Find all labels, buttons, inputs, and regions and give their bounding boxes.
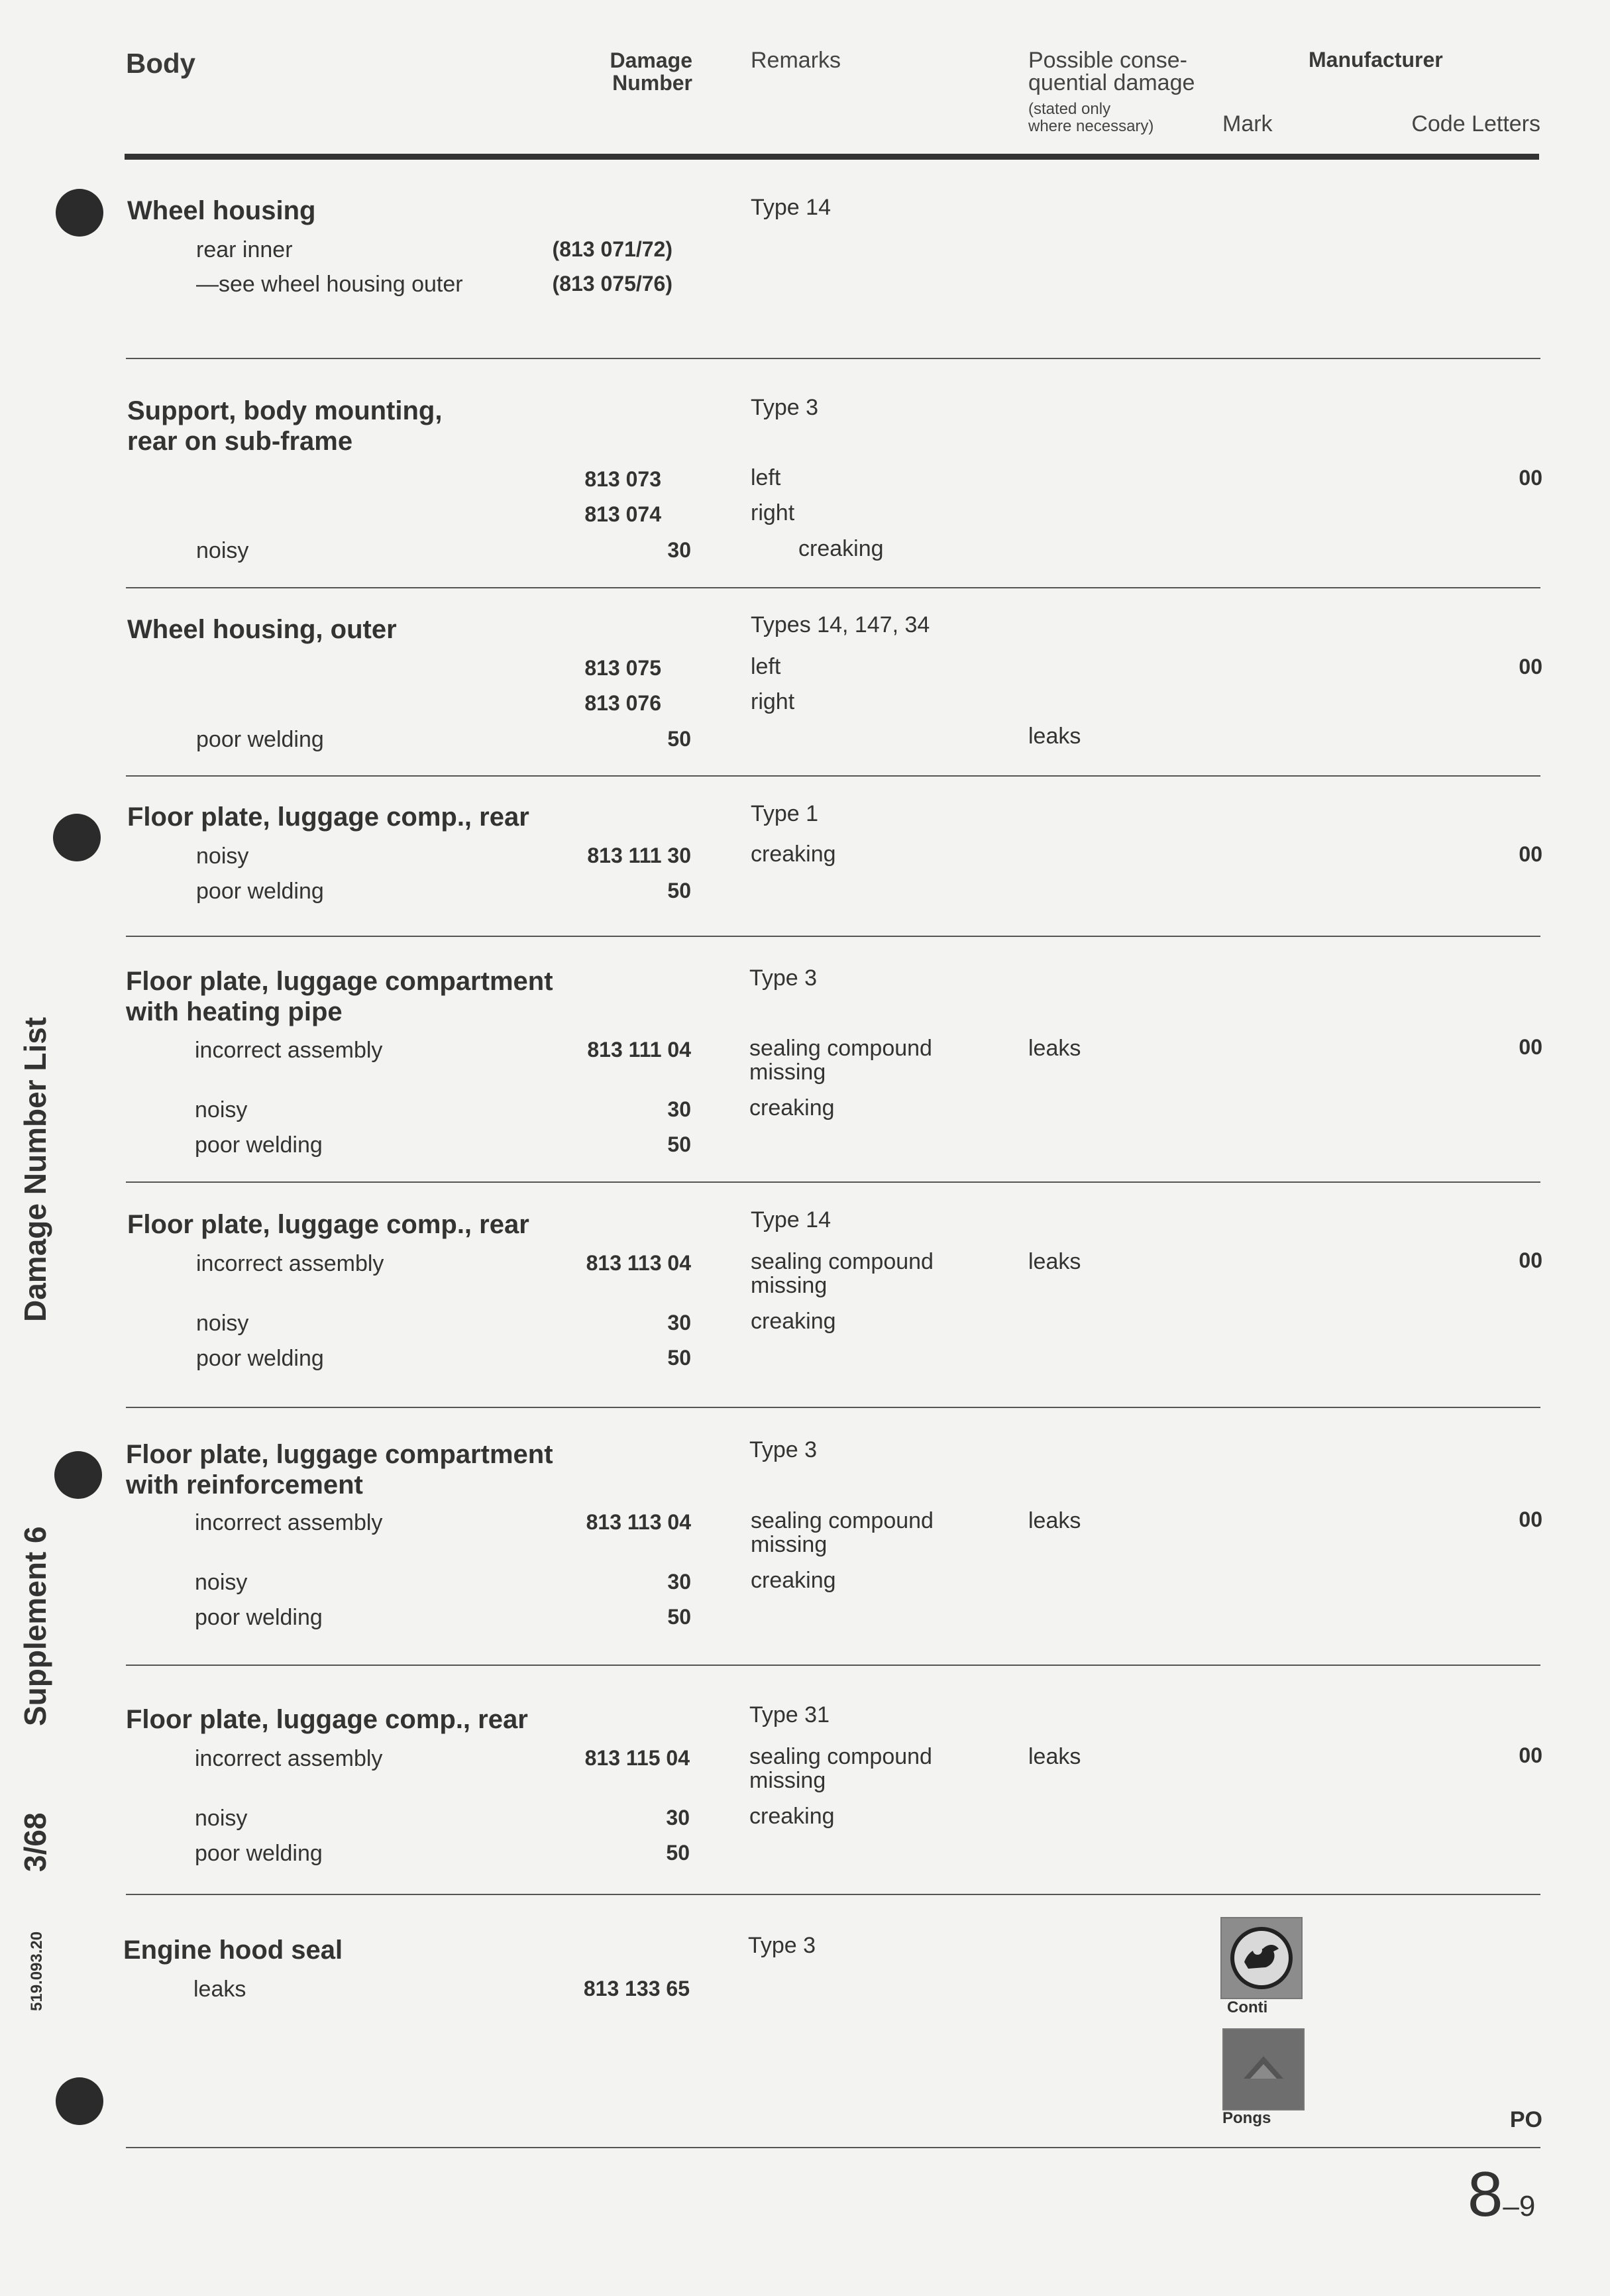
- row-item: —see wheel housing outer: [196, 272, 463, 297]
- section-divider: [126, 1181, 1540, 1183]
- header-remarks: Remarks: [751, 48, 841, 73]
- section-type: Types 14, 147, 34: [751, 612, 930, 637]
- row-item: leaks: [193, 1977, 246, 2002]
- row-remark: left: [751, 465, 781, 490]
- section-type: Type 3: [749, 965, 818, 991]
- row-item: poor welding: [196, 1346, 324, 1371]
- row-remark: sealing compound missing: [749, 1744, 932, 1793]
- pongs-logo: [1222, 2028, 1305, 2110]
- row-consequential: leaks: [1028, 724, 1081, 749]
- row-item: noisy: [195, 1806, 248, 1831]
- section-divider: [126, 936, 1540, 937]
- row-damage-number: 813 075: [584, 656, 661, 680]
- conti-label: Conti: [1227, 1998, 1268, 2016]
- code-letters: 00: [1519, 466, 1542, 490]
- row-damage-number: 30: [667, 1311, 691, 1335]
- pongs-label: Pongs: [1222, 2109, 1271, 2127]
- code-letters: 00: [1519, 1035, 1542, 1059]
- section-title: Support, body mounting, rear on sub-frame: [127, 396, 443, 456]
- row-damage-number: 30: [667, 1097, 691, 1121]
- row-damage-number: 813 111 04: [587, 1038, 691, 1062]
- row-damage-number: 30: [666, 1806, 690, 1830]
- row-item: noisy: [196, 1311, 249, 1336]
- section-divider: [126, 775, 1540, 777]
- row-consequential: leaks: [1028, 1036, 1081, 1061]
- section-title: Floor plate, luggage compartment with reinforcement: [126, 1440, 553, 1500]
- row-remark: creaking: [798, 536, 884, 561]
- row-remark: creaking: [751, 1568, 836, 1593]
- section-divider: [126, 1894, 1540, 1895]
- section-type: Type 3: [751, 395, 819, 420]
- row-consequential: leaks: [1028, 1249, 1081, 1274]
- section-title: Wheel housing, outer: [127, 615, 397, 644]
- row-damage-number: 813 073: [584, 467, 661, 491]
- row-item: incorrect assembly: [196, 1251, 384, 1276]
- row-item: poor welding: [195, 1605, 323, 1630]
- row-remark: creaking: [751, 842, 836, 867]
- row-item: poor welding: [195, 1841, 323, 1866]
- row-item: noisy: [196, 844, 249, 869]
- sidebar-form-number: 519.093.20: [28, 1931, 46, 2011]
- row-damage-number: 813 074: [584, 502, 661, 526]
- row-damage-number: 813 113 04: [586, 1251, 691, 1275]
- row-remark: sealing compound missing: [751, 1249, 934, 1298]
- row-remark: right: [751, 689, 795, 714]
- code-letters: 00: [1519, 842, 1542, 866]
- sidebar-supplement: Supplement 6: [18, 1526, 52, 1726]
- row-item: poor welding: [196, 727, 324, 752]
- code-letters: 00: [1519, 1507, 1542, 1531]
- row-item: rear inner: [196, 237, 293, 262]
- section-type: Type 14: [751, 1207, 831, 1232]
- row-damage-number: 50: [667, 1605, 691, 1629]
- row-damage-number: 813 115 04: [584, 1746, 690, 1770]
- row-remark: sealing compound missing: [749, 1036, 932, 1085]
- row-damage-number: 813 076: [584, 691, 661, 715]
- section-title: Floor plate, luggage comp., rear: [127, 802, 529, 832]
- row-damage-number: 30: [667, 1570, 691, 1594]
- row-damage-number: 50: [666, 1841, 690, 1865]
- section-type: Type 3: [749, 1437, 818, 1462]
- pongs-emblem-icon: [1224, 2030, 1303, 2109]
- row-remark: left: [751, 654, 781, 679]
- header-code-letters: Code Letters: [1411, 111, 1540, 137]
- row-damage-number: 813 111 30: [587, 844, 691, 867]
- row-damage-number: 30: [667, 538, 691, 562]
- page-number: 8–9: [1468, 2159, 1536, 2230]
- row-damage-number: 50: [667, 727, 691, 751]
- row-consequential: leaks: [1028, 1744, 1081, 1769]
- section-divider: [126, 2147, 1540, 2148]
- sidebar-list-title: Damage Number List: [18, 1016, 52, 1322]
- section-type: Type 31: [749, 1702, 830, 1727]
- section-divider: [126, 1407, 1540, 1408]
- row-remark: creaking: [749, 1804, 835, 1829]
- sidebar-date: 3/68: [18, 1812, 52, 1872]
- row-remark: sealing compound missing: [751, 1508, 934, 1557]
- row-damage-number: (813 075/76): [552, 272, 672, 296]
- punch-hole: [53, 814, 101, 861]
- section-divider: [126, 1665, 1540, 1666]
- row-item: incorrect assembly: [195, 1746, 383, 1771]
- row-item: incorrect assembly: [195, 1038, 383, 1063]
- code-letters: 00: [1519, 1743, 1542, 1767]
- section-type: Type 1: [751, 801, 819, 826]
- conti-logo: [1220, 1917, 1303, 1999]
- section-title: Floor plate, luggage compartment with heating pipe: [126, 967, 553, 1026]
- code-letters: 00: [1519, 655, 1542, 679]
- row-remark: creaking: [749, 1095, 835, 1121]
- conti-horse-icon: [1222, 1918, 1301, 1998]
- header-rule: [125, 154, 1539, 160]
- section-title: Floor plate, luggage comp., rear: [127, 1210, 529, 1239]
- header-body: Body: [126, 48, 195, 79]
- row-damage-number: 50: [667, 1132, 691, 1156]
- row-damage-number: 813 113 04: [586, 1510, 691, 1534]
- header-stated-only: (stated only where necessary): [1028, 100, 1154, 135]
- section-divider: [126, 587, 1540, 588]
- row-item: noisy: [195, 1570, 248, 1595]
- row-remark: right: [751, 500, 795, 525]
- row-item: noisy: [195, 1097, 248, 1122]
- code-letters: PO: [1509, 2107, 1542, 2132]
- row-item: poor welding: [196, 879, 324, 904]
- code-letters: 00: [1519, 1248, 1542, 1272]
- row-item: noisy: [196, 538, 249, 563]
- row-damage-number: 813 133 65: [583, 1977, 690, 2000]
- row-item: poor welding: [195, 1132, 323, 1158]
- row-consequential: leaks: [1028, 1508, 1081, 1533]
- section-title: Engine hood seal: [123, 1936, 343, 1965]
- row-remark: creaking: [751, 1309, 836, 1334]
- row-damage-number: 50: [667, 1346, 691, 1370]
- row-damage-number: 50: [667, 879, 691, 902]
- header-manufacturer: Manufacturer: [1309, 48, 1443, 72]
- row-damage-number: (813 071/72): [552, 237, 672, 261]
- section-title: Floor plate, luggage comp., rear: [126, 1705, 528, 1734]
- punch-hole: [56, 189, 103, 237]
- section-title: Wheel housing: [127, 196, 316, 225]
- row-item: incorrect assembly: [195, 1510, 383, 1535]
- header-consequential: Possible conse- quential damage: [1028, 48, 1195, 95]
- section-type: Type 14: [751, 195, 831, 220]
- punch-hole: [54, 1451, 102, 1499]
- section-type: Type 3: [748, 1933, 816, 1958]
- header-mark: Mark: [1222, 111, 1273, 137]
- punch-hole: [56, 2077, 103, 2125]
- header-damage-number: Damage Number: [610, 48, 692, 95]
- section-divider: [126, 358, 1540, 359]
